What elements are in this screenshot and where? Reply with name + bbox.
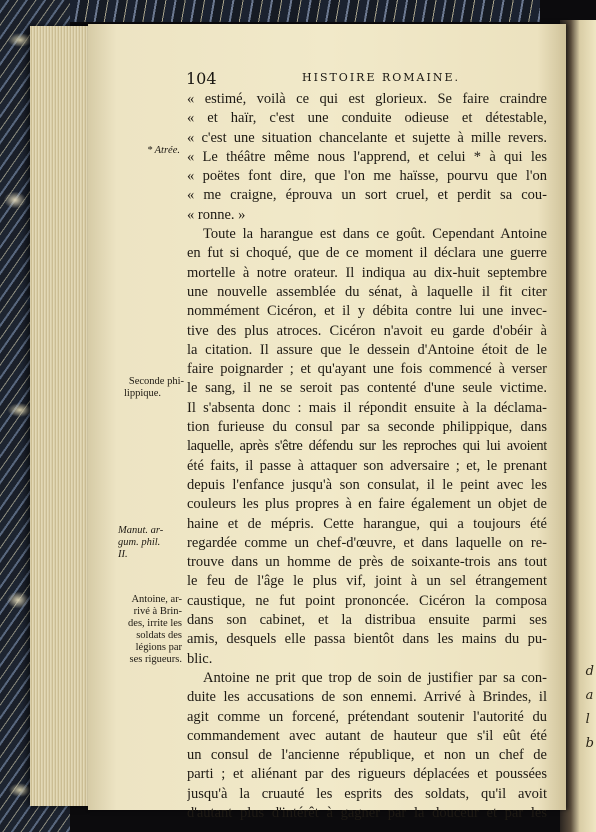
text-line: mortelle à notre orateur. Il indiqua au dix-huit septembre: [187, 264, 547, 281]
body-text: [187, 90, 547, 823]
text-line: « Le théâtre même nous l'apprend, et celui * à qui les: [187, 148, 547, 165]
text-line: regardée comme un chef-d'œuvre, et dans laquelle on re-: [187, 534, 547, 551]
text-line: le sang, il ne se seroit pas contenté d'une seule victime.: [187, 380, 547, 397]
margin-note-line: des, irrite les: [128, 618, 182, 629]
text-line: blic.: [187, 650, 213, 667]
text-line: « me craigne, éprouva un sort cruel, et perdit sa cou-: [187, 187, 547, 204]
running-head: HISTOIRE ROMAINE.: [302, 71, 460, 84]
text-line: une nouvelle assemblée du sénat, à laquelle il fit citer: [187, 283, 547, 300]
text-line: « et haïr, c'est une conduite odieuse et détestable,: [187, 110, 547, 127]
margin-note-line: Manut. ar-: [118, 525, 164, 536]
text-line: nommément Cicéron, et il y débita contre lui une invec-: [187, 303, 547, 320]
text-line: Il s'absenta donc : mais il répondit ensuite à la déclama-: [187, 399, 547, 416]
text-line: le feu de l'âge le plus vif, joint à un sel étrangement: [187, 573, 547, 590]
margin-note-line: Antoine, ar-: [131, 594, 182, 605]
margin-note-line: II.: [118, 549, 128, 560]
margin-note-line: rivé à Brin-: [133, 606, 182, 617]
margin-note-line: gum. phil.: [118, 537, 161, 548]
text-line: Toute la harangue est dans ce goût. Cependant Antoine: [203, 226, 547, 243]
text-line: couleurs les plus propres à en faire également un objet de: [187, 496, 547, 513]
text-line: tion furieuse du consul par sa seconde philippique, dans: [187, 419, 547, 436]
text-line: trouve dans un homme de près de soixante-trois ans tout: [187, 554, 547, 571]
page-edges: [30, 26, 90, 806]
page-header: [186, 69, 546, 87]
margin-note-line: Seconde phi-: [128, 376, 184, 387]
margin-note-line: * Atrée.: [146, 145, 180, 156]
margin-note-line: soldats des: [136, 630, 182, 641]
text-line: un consul de l'ancienne république, et non un chef de: [187, 747, 547, 764]
margin-note-atree: [120, 145, 180, 157]
marbled-endpaper-top: [70, 0, 540, 22]
text-line: duite les accusations de son ennemi. Arrivé à Brindes, il: [187, 689, 547, 706]
margin-note-line: légions par: [135, 642, 182, 653]
text-line: parti ; et aliénant par des rigueurs déplacées et poussées: [187, 766, 547, 783]
text-line: laquelle, après s'être défendu sur les reproches qui lui avoient: [187, 438, 547, 455]
text-line: haine et de mépris. Cette harangue, qui a toujours été: [187, 515, 547, 532]
text-line: tive des plus atroces. Cicéron n'avoit eu garde d'obéir à: [187, 322, 547, 339]
text-line: depuis l'enfance jusqu'à son consulat, il le peint avec les: [187, 476, 547, 493]
page-number: 104: [186, 69, 217, 88]
text-line: amis, desquels elle passa bientôt dans les mains du pu-: [187, 631, 547, 648]
margin-note-manut: [118, 525, 180, 561]
text-line: agit comme un forcené, prétendant soutenir l'autorité du: [187, 708, 547, 725]
text-line: dans son cabinet, et la distribua ensuite parmi ses: [187, 612, 547, 629]
margin-note-line: lippique.: [124, 388, 162, 399]
text-line: la citation. Il assure que le dessein d'Antoine étoit de le: [187, 341, 547, 358]
text-line: « estimé, voilà ce qui est glorieux. Se faire craindre: [187, 91, 547, 107]
margin-note-line: ses rigueurs.: [129, 654, 182, 665]
text-line: « c'est une situation chancelante et sujette à mille revers.: [187, 129, 547, 146]
text-line: « poëtes font dire, que l'on me haïsse, pourvu que l'on: [187, 168, 547, 185]
text-line: Antoine ne prit que trop de soin de justifier par sa con-: [203, 669, 547, 686]
margin-note-philippique: [118, 376, 184, 400]
text-line: en fut si choqué, que de ce moment il déclara une guerre: [187, 245, 547, 262]
text-line: caustique, ne fut point prononcée. Cicéron la composa: [187, 592, 547, 609]
text-line: jusqu'à la cruauté les esprits des soldats, qu'il avoit: [187, 785, 547, 802]
facing-page-letters: d a l b: [585, 664, 594, 751]
text-line: faire poignarder ; et qu'ayant une fois commencé à verser: [187, 361, 547, 378]
text-line: d'autant plus d'intérêt à gagner par la douceur et par les: [187, 804, 547, 821]
text-line: « ronne. »: [187, 206, 246, 223]
margin-note-antoine: [114, 594, 182, 666]
text-line: commandement avec autant de hauteur que s'il eût été: [187, 727, 547, 744]
text-line: été faits, il passe à attaquer son adversaire ; et, le prenant: [187, 457, 547, 474]
